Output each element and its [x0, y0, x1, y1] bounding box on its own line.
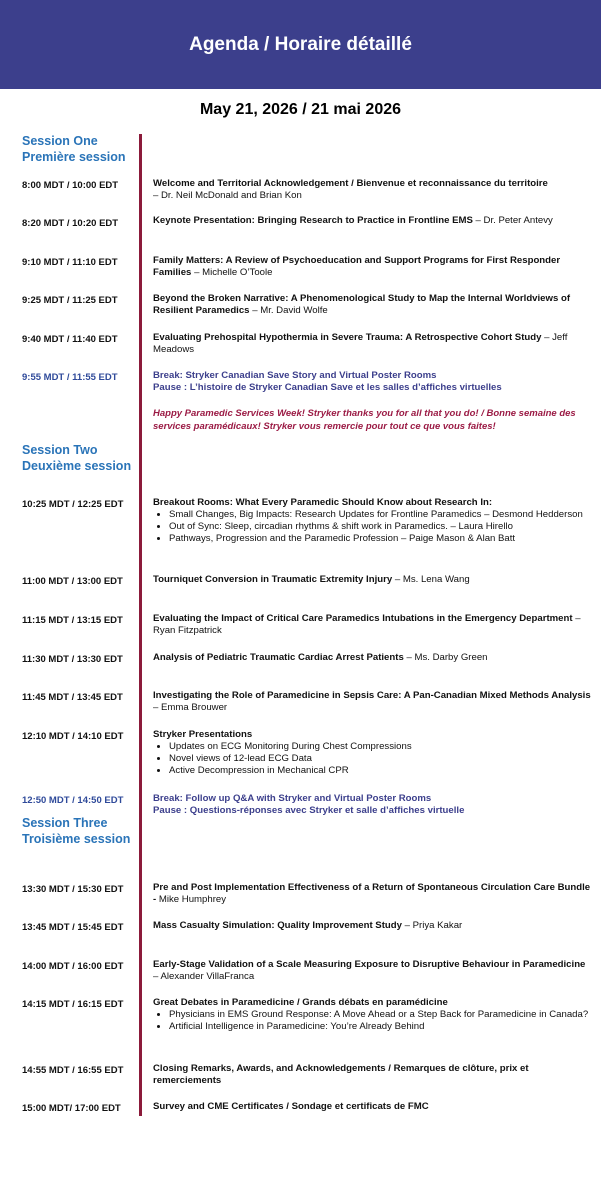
- session-heading: [22, 442, 131, 474]
- agenda-item: [153, 729, 593, 777]
- item-time: 8:20 MDT / 10:20 EDT: [22, 218, 119, 229]
- item-speaker: – Dr. Peter Antevy: [472, 215, 553, 226]
- agenda-item: [153, 613, 593, 637]
- item-title: Closing Remarks, Awards, and Acknowledgements / Remarques de clôture, prix et remerciements: [153, 1063, 529, 1086]
- item-time: 12:10 MDT / 14:10 EDT: [22, 731, 124, 742]
- item-title: Keynote Presentation: Bringing Research to Practice in Frontline EMS: [153, 215, 473, 226]
- list-item: • Novel views of 12-lead ECG Data: [169, 753, 593, 765]
- item-bullet-list: [153, 741, 593, 777]
- item-speaker: – Priya Kakar: [401, 920, 463, 931]
- agenda-item: [153, 1101, 593, 1113]
- item-speaker: – Michelle O’Toole: [191, 267, 273, 278]
- agenda-item: [153, 293, 593, 317]
- agenda-item: [153, 997, 593, 1033]
- item-speaker: – Ms. Lena Wang: [392, 574, 470, 585]
- item-time: 11:15 MDT / 13:15 EDT: [22, 615, 123, 626]
- agenda-item: [153, 574, 593, 586]
- item-time: 12:50 MDT / 14:50 EDT: [22, 795, 124, 806]
- header-banner: [0, 0, 601, 89]
- timeline-divider: [139, 134, 142, 1116]
- item-time: 9:40 MDT / 11:40 EDT: [22, 334, 118, 345]
- item-title: Beyond the Broken Narrative: A Phenomenological Study to Map the Internal Worldviews of Resilient Paramedics: [153, 293, 571, 316]
- break-item: [153, 370, 593, 394]
- item-speaker: – Emma Brouwer: [153, 702, 228, 713]
- session-title-fr: Troisième session: [22, 832, 131, 846]
- sponsor-note: Happy Paramedic Services Week! Stryker thanks you for all that you do! / Bonne semaine des services paramédicaux! Stryker vous remercie pour tout ce que vous faites!: [153, 408, 576, 432]
- item-time: 9:25 MDT / 11:25 EDT: [22, 295, 118, 306]
- item-speaker: – Mr. David Wolfe: [249, 305, 328, 316]
- break-title-en: Break: Follow up Q&A with Stryker and Virtual Poster Rooms: [153, 793, 432, 804]
- agenda-item: [153, 255, 593, 279]
- list-item: • Updates on ECG Monitoring During Chest Compressions: [169, 741, 593, 753]
- item-title: Family Matters: A Review of Psychoeducation and Support Programs for First Responder Families: [153, 255, 561, 278]
- event-date: May 21, 2026 / 21 mai 2026: [199, 101, 402, 118]
- break-title-fr: Pause : Questions-réponses avec Stryker et salle d’affiches virtuelle: [153, 805, 465, 816]
- list-item: • Artificial Intelligence in Paramedicine: You’re Already Behind: [169, 1021, 593, 1033]
- session-heading: [22, 815, 130, 847]
- list-item: • Active Decompression in Mechanical CPR: [169, 765, 593, 777]
- item-title: Pre and Post Implementation Effectiveness of a Return of Spontaneous Circulation Care Bundle -: [153, 882, 591, 905]
- session-title-fr: Première session: [22, 150, 126, 164]
- item-time: 15:00 MDT/ 17:00 EDT: [22, 1103, 121, 1114]
- agenda-item: [153, 882, 593, 906]
- item-bullet-list: [153, 509, 593, 545]
- item-speaker: – Ms. Darby Green: [403, 652, 488, 663]
- item-time: 11:00 MDT / 13:00 EDT: [22, 576, 123, 587]
- item-title: Welcome and Territorial Acknowledgement / Bienvenue et reconnaissance du territoire: [153, 178, 548, 189]
- list-item: • Out of Sync: Sleep, circadian rhythms & shift work in Paramedics. – Laura Hirello: [169, 521, 593, 533]
- item-speaker: Mike Humphrey: [156, 894, 227, 905]
- agenda-item: [153, 652, 593, 664]
- agenda-item: [153, 920, 593, 932]
- item-title: Breakout Rooms: What Every Paramedic Should Know about Research In:: [153, 497, 493, 508]
- list-item: • Physicians in EMS Ground Response: A Move Ahead or a Step Back for Paramedicine in Canada?: [169, 1009, 593, 1021]
- item-time: 9:55 MDT / 11:55 EDT: [22, 372, 118, 383]
- agenda-item: [153, 215, 593, 227]
- session-title-en: Session Two: [22, 443, 98, 457]
- session-title-en: Session One: [22, 134, 98, 148]
- item-time: 11:45 MDT / 13:45 EDT: [22, 692, 123, 703]
- item-speaker: – Alexander VillaFranca: [153, 971, 255, 982]
- item-title: Analysis of Pediatric Traumatic Cardiac Arrest Patients: [153, 652, 404, 663]
- item-time: 8:00 MDT / 10:00 EDT: [22, 180, 119, 191]
- page-title: Agenda / Horaire détaillé: [189, 34, 412, 55]
- agenda-item: [153, 178, 593, 202]
- item-title: Great Debates in Paramedicine / Grands débats en paramédicine: [153, 997, 448, 1008]
- session-title-en: Session Three: [22, 816, 108, 830]
- item-time: 9:10 MDT / 11:10 EDT: [22, 257, 118, 268]
- item-speaker: – Ryan Fitzpatrick: [153, 613, 581, 636]
- session-title-fr: Deuxième session: [22, 459, 132, 473]
- item-title: Evaluating the Impact of Critical Care Paramedics Intubations in the Emergency Department: [153, 613, 573, 624]
- item-title: Mass Casualty Simulation: Quality Improvement Study: [153, 920, 402, 931]
- item-time: 11:30 MDT / 13:30 EDT: [22, 654, 123, 665]
- item-time: 14:15 MDT / 16:15 EDT: [22, 999, 124, 1010]
- item-title: Stryker Presentations: [153, 729, 253, 740]
- item-title: Tourniquet Conversion in Traumatic Extremity Injury: [153, 574, 393, 585]
- agenda-item: [153, 959, 593, 983]
- agenda-item: [153, 690, 593, 714]
- agenda-item: [153, 497, 593, 545]
- break-item: [153, 793, 593, 817]
- list-item: • Small Changes, Big Impacts: Research Updates for Frontline Paramedics – Desmond Hedderson: [169, 509, 593, 521]
- session-heading: [22, 133, 126, 165]
- agenda-item: [153, 332, 593, 356]
- break-title-fr: Pause : L’histoire de Stryker Canadian Save et les salles d’affiches virtuelles: [153, 382, 502, 393]
- item-time: 14:00 MDT / 16:00 EDT: [22, 961, 124, 972]
- item-title: Survey and CME Certificates / Sondage et certificats de FMC: [153, 1101, 429, 1112]
- item-time: 14:55 MDT / 16:55 EDT: [22, 1065, 124, 1076]
- item-title: Early-Stage Validation of a Scale Measuring Exposure to Disruptive Behaviour in Paramedicine: [153, 959, 586, 970]
- item-bullet-list: [153, 1009, 593, 1033]
- item-speaker: – Dr. Neil McDonald and Brian Kon: [153, 190, 302, 201]
- item-speaker: – Jeff Meadows: [153, 332, 568, 355]
- item-time: 10:25 MDT / 12:25 EDT: [22, 499, 124, 510]
- agenda-item: [153, 1063, 533, 1087]
- item-time: 13:45 MDT / 15:45 EDT: [22, 922, 124, 933]
- item-time: 13:30 MDT / 15:30 EDT: [22, 884, 124, 895]
- item-title: Investigating the Role of Paramedicine in Sepsis Care: A Pan-Canadian Mixed Methods Analysis: [153, 690, 591, 701]
- break-title-en: Break: Stryker Canadian Save Story and Virtual Poster Rooms: [153, 370, 437, 381]
- list-item: • Pathways, Progression and the Paramedic Profession – Paige Mason & Alan Batt: [169, 533, 593, 545]
- item-title: Evaluating Prehospital Hypothermia in Severe Trauma: A Retrospective Cohort Study: [153, 332, 542, 343]
